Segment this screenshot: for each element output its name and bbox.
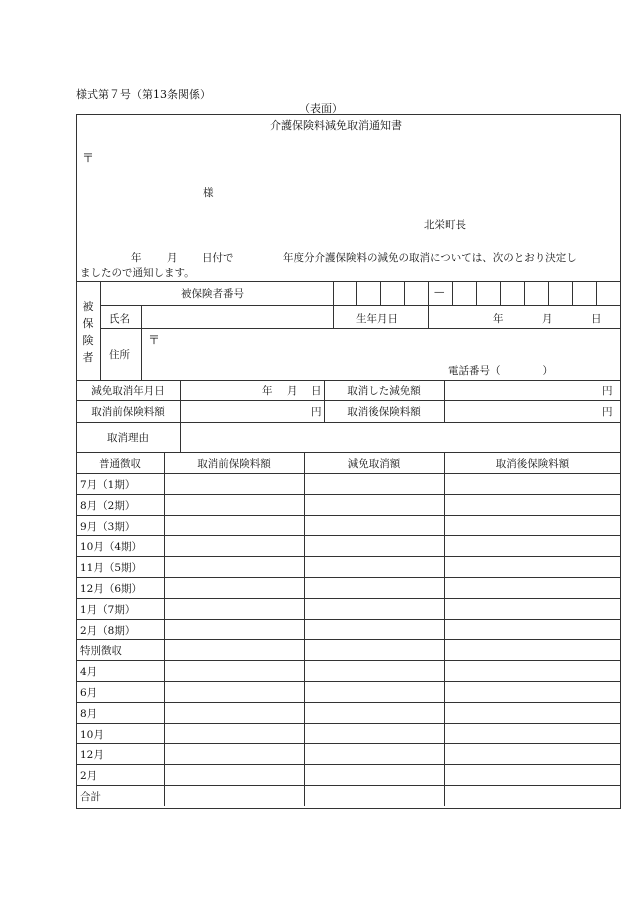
table-row-line bbox=[76, 598, 621, 599]
cancel-date-bottom-line bbox=[76, 400, 621, 401]
table-header-line bbox=[76, 473, 621, 474]
table-row-label: 12月（6期） bbox=[80, 583, 143, 595]
notice-fiscal-text: 年度分介護保険料の減免の取消については、次のとおり決定し bbox=[283, 252, 577, 264]
table-row-label: 10月（4期） bbox=[80, 541, 143, 554]
insured-label-1: 被 bbox=[82, 300, 94, 313]
insured-number-bottom-line bbox=[100, 305, 621, 306]
phone-label: 電話番号（ ） bbox=[448, 365, 553, 377]
notice-year: 年 bbox=[131, 252, 142, 264]
table-column-line bbox=[444, 452, 445, 806]
insured-number-box-divider bbox=[356, 281, 357, 305]
insured-label-4: 者 bbox=[82, 351, 94, 364]
insured-number-box-divider bbox=[476, 281, 477, 305]
before-premium-unit: 円 bbox=[311, 406, 322, 418]
table-row-line bbox=[76, 723, 621, 724]
insured-top-line bbox=[76, 281, 621, 282]
table-row-label: 2月 bbox=[80, 770, 98, 783]
table-row-label: 11月（5期） bbox=[80, 562, 143, 575]
honorific: 様 bbox=[203, 187, 214, 199]
birth-value-divider bbox=[428, 305, 429, 328]
form-title: 介護保険料減免取消通知書 bbox=[270, 119, 402, 132]
table-row-line bbox=[76, 702, 621, 703]
table-row-label: 12月 bbox=[80, 749, 104, 762]
cancel-date-month-unit: 月 bbox=[287, 385, 298, 397]
table-header-cell: 減免取消額 bbox=[347, 458, 401, 470]
table-row-label: 8月 bbox=[80, 707, 98, 720]
name-birth-divider bbox=[333, 305, 334, 328]
premium-bottom-line bbox=[76, 422, 621, 423]
table-row-label: 2月（8期） bbox=[80, 624, 136, 637]
table-row-line bbox=[76, 535, 621, 536]
insured-number-box-divider bbox=[452, 281, 453, 305]
birth-month-unit: 月 bbox=[542, 313, 553, 325]
cancel-date-label: 減免取消年月日 bbox=[91, 385, 165, 397]
notice-line-2: ましたので通知します。 bbox=[80, 267, 195, 279]
insured-group-divider bbox=[100, 281, 101, 380]
birth-day-unit: 日 bbox=[591, 313, 602, 325]
insured-number-box-divider bbox=[380, 281, 381, 305]
cancel-date-day-unit: 日 bbox=[311, 385, 322, 397]
table-row-label: 8月（2期） bbox=[80, 499, 136, 512]
table-column-line bbox=[164, 452, 165, 806]
reason-label: 取消理由 bbox=[107, 432, 149, 444]
table-row-line bbox=[76, 556, 621, 557]
table-row-label: 合計 bbox=[80, 791, 101, 803]
side-label: （表面） bbox=[299, 102, 343, 115]
insured-bottom-line bbox=[76, 380, 621, 381]
insured-number-box-divider bbox=[596, 281, 597, 305]
address-postal-mark: 〒 bbox=[148, 333, 161, 347]
birth-year-unit: 年 bbox=[493, 313, 504, 325]
address-label: 住所 bbox=[109, 349, 130, 361]
table-row-line bbox=[76, 494, 621, 495]
table-row-line bbox=[76, 577, 621, 578]
table-row-label: 特別徴収 bbox=[80, 645, 122, 658]
cancelled-amount-unit: 円 bbox=[602, 385, 613, 397]
insured-label-2: 保 bbox=[82, 317, 94, 330]
table-header-cell: 取消後保険料額 bbox=[495, 458, 570, 470]
table-row-line bbox=[76, 764, 621, 765]
table-row-label: 7月（1期） bbox=[80, 479, 136, 491]
table-row-label: 1月（7期） bbox=[80, 603, 136, 616]
cancel-date-year-unit: 年 bbox=[262, 385, 273, 397]
after-premium-label: 取消後保険料額 bbox=[347, 406, 421, 418]
table-row-label: 6月 bbox=[80, 687, 98, 699]
form-number: 様式第７号（第13条関係） bbox=[76, 88, 211, 101]
notice-date-suffix: 日付で bbox=[202, 252, 234, 264]
table-row-line bbox=[76, 660, 621, 661]
postal-mark: 〒 bbox=[82, 151, 95, 165]
insured-number-box-divider bbox=[500, 281, 501, 305]
table-row-line bbox=[76, 681, 621, 682]
name-label: 氏名 bbox=[109, 313, 130, 325]
table-column-line bbox=[304, 452, 305, 806]
insured-number-box-divider bbox=[524, 281, 525, 305]
notice-month: 月 bbox=[167, 252, 178, 264]
table-header-cell: 普通徴収 bbox=[99, 458, 141, 470]
amount-rows-divider-1 bbox=[180, 380, 181, 452]
insured-number-box-divider bbox=[572, 281, 573, 305]
table-row-label: 10月 bbox=[80, 728, 104, 741]
insured-number-box-divider bbox=[548, 281, 549, 305]
table-row-line bbox=[76, 785, 621, 786]
name-address-label-divider bbox=[141, 305, 142, 380]
table-header-cell: 取消前保険料額 bbox=[197, 458, 271, 470]
table-row-label: 4月 bbox=[80, 666, 98, 679]
insured-number-box-divider bbox=[428, 281, 429, 305]
insured-label-3: 険 bbox=[82, 334, 94, 347]
table-row-line bbox=[76, 743, 621, 744]
table-row-line bbox=[76, 515, 621, 516]
amount-rows-divider-3 bbox=[444, 380, 445, 422]
after-premium-unit: 円 bbox=[602, 406, 613, 418]
birth-label: 生年月日 bbox=[356, 313, 398, 325]
name-bottom-line bbox=[100, 328, 621, 329]
table-row-line bbox=[76, 619, 621, 620]
issuer: 北栄町長 bbox=[424, 219, 466, 231]
table-row-line bbox=[76, 639, 621, 640]
table-row-label: 9月（3期） bbox=[80, 520, 136, 533]
cancelled-amount-label: 取消した減免額 bbox=[347, 385, 421, 397]
insured-number-box-left bbox=[333, 281, 334, 305]
insured-number-label: 被保険者番号 bbox=[181, 288, 244, 300]
insured-number-dash: — bbox=[434, 286, 445, 298]
reason-bottom-line bbox=[76, 452, 621, 453]
before-premium-label: 取消前保険料額 bbox=[91, 406, 165, 418]
insured-number-box-divider bbox=[404, 281, 405, 305]
